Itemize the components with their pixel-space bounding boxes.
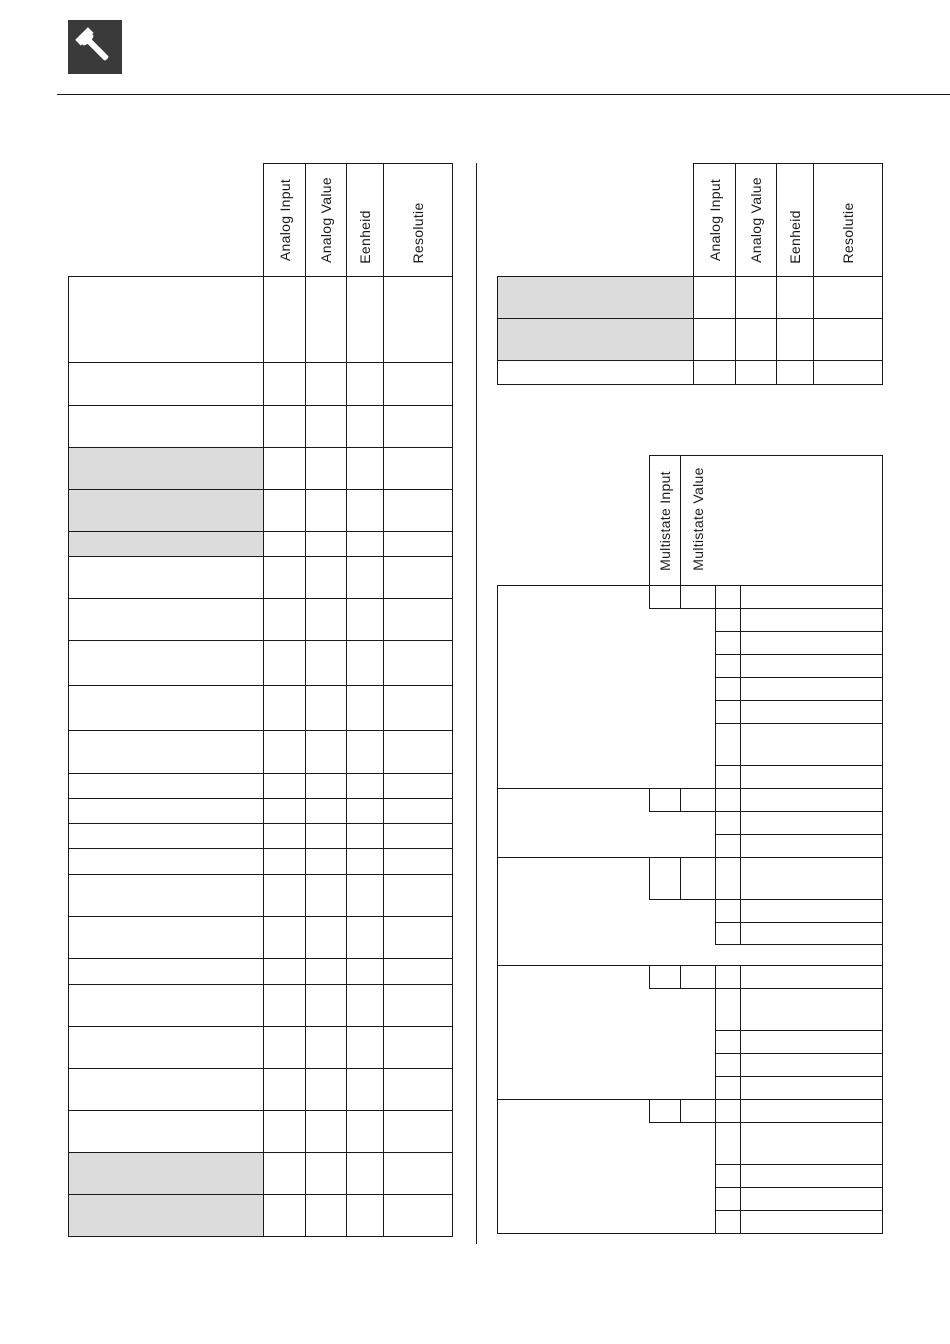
header-rule xyxy=(57,94,950,95)
table-column-rule xyxy=(680,965,681,989)
table-row-rule xyxy=(68,489,453,490)
column-header-analog-input: Analog Input xyxy=(707,178,723,262)
table-column-rule xyxy=(649,455,650,586)
sub-row-rule xyxy=(715,1210,883,1211)
sub-row-rule xyxy=(715,765,883,766)
table-column-rule xyxy=(735,163,736,385)
table-row-rule xyxy=(68,1194,453,1195)
table-row-rule xyxy=(68,823,453,824)
shaded-cell xyxy=(69,532,263,556)
table-column-rule xyxy=(263,163,264,1237)
sub-row-rule xyxy=(715,677,883,678)
table-row-rule xyxy=(68,798,453,799)
table-top-rule xyxy=(263,163,453,164)
sub-row-rule xyxy=(715,631,883,632)
table-row-rule xyxy=(68,848,453,849)
table-column-rule xyxy=(715,788,716,858)
table-column-rule xyxy=(346,163,347,1237)
table-row-rule xyxy=(68,405,453,406)
group-rule xyxy=(497,857,883,858)
sub-row-rule xyxy=(715,1030,883,1031)
sub-row-rule xyxy=(715,700,883,701)
wrench-icon xyxy=(68,20,122,74)
table-column-rule xyxy=(649,965,650,989)
table-row-rule xyxy=(649,899,716,900)
sub-row-rule xyxy=(715,1164,883,1165)
table-column-rule xyxy=(452,163,453,1237)
table-column-rule xyxy=(740,585,741,789)
table-column-rule xyxy=(680,857,681,900)
table-row-rule xyxy=(497,360,883,361)
table-column-rule xyxy=(740,788,741,858)
table-column-rule xyxy=(882,455,883,1234)
table-column-rule xyxy=(649,585,650,609)
column-header-resolutie: Resolutie xyxy=(840,202,856,264)
table-row-rule xyxy=(68,276,453,277)
table-row-rule xyxy=(68,447,453,448)
column-divider xyxy=(476,163,477,1244)
sub-row-rule xyxy=(715,654,883,655)
shaded-cell xyxy=(498,277,693,318)
table-column-rule xyxy=(740,857,741,945)
table-top-rule xyxy=(649,455,883,456)
column-header-analog-value: Analog Value xyxy=(748,177,764,263)
table-row-rule xyxy=(497,384,883,385)
table-column-rule xyxy=(740,1099,741,1234)
sub-row-rule xyxy=(715,1076,883,1077)
shaded-cell xyxy=(69,490,263,531)
column-header-multistate-input: Multistate Input xyxy=(657,471,673,571)
table-column-rule xyxy=(680,455,681,586)
table-row-rule xyxy=(68,984,453,985)
table-row-rule xyxy=(68,640,453,641)
table-column-rule xyxy=(497,585,498,1234)
table-column-rule xyxy=(680,585,681,609)
sub-row-rule xyxy=(715,899,883,900)
table-row-rule xyxy=(497,318,883,319)
table-column-rule xyxy=(68,276,69,1237)
table-row-rule xyxy=(649,1122,716,1123)
table-column-rule xyxy=(305,163,306,1237)
table-row-rule xyxy=(68,1068,453,1069)
table-column-rule xyxy=(813,163,814,385)
group-rule xyxy=(497,788,883,789)
table-column-rule xyxy=(715,585,716,789)
table-column-rule xyxy=(497,276,498,385)
sub-row-rule xyxy=(715,922,883,923)
table-column-rule xyxy=(715,857,716,945)
column-header-multistate-value: Multistate Value xyxy=(690,467,706,571)
sub-row-rule xyxy=(715,834,883,835)
group-rule xyxy=(497,965,883,966)
column-header-analog-value: Analog Value xyxy=(318,177,334,263)
sub-row-rule xyxy=(715,1122,883,1123)
group-rule xyxy=(497,585,883,586)
sub-row-rule xyxy=(715,1053,883,1054)
table-row-rule xyxy=(68,598,453,599)
table-column-rule xyxy=(693,163,694,385)
table-column-rule xyxy=(776,163,777,385)
column-header-analog-input: Analog Input xyxy=(277,178,293,262)
table-row-rule xyxy=(68,531,453,532)
table-row-rule xyxy=(68,362,453,363)
table-column-rule xyxy=(383,163,384,1237)
table-row-rule xyxy=(68,685,453,686)
sub-row-rule xyxy=(715,1187,883,1188)
table-row-rule xyxy=(68,916,453,917)
table-column-rule xyxy=(680,1099,681,1123)
shaded-cell xyxy=(69,1195,263,1236)
table-row-rule xyxy=(68,730,453,731)
table-column-rule xyxy=(680,788,681,812)
table-row-rule xyxy=(68,556,453,557)
table-row-rule xyxy=(68,1110,453,1111)
shaded-cell xyxy=(69,448,263,489)
table-row-rule xyxy=(649,608,716,609)
sub-row-rule xyxy=(715,811,883,812)
sub-row-rule xyxy=(715,608,883,609)
table-row-rule xyxy=(497,276,883,277)
table-row-rule xyxy=(68,874,453,875)
table-row-rule xyxy=(649,988,716,989)
table-column-rule xyxy=(740,965,741,1100)
table-row-rule xyxy=(68,773,453,774)
table-column-rule xyxy=(649,857,650,900)
table-column-rule xyxy=(715,1099,716,1234)
table-row-rule xyxy=(68,1026,453,1027)
table-column-rule xyxy=(715,965,716,1100)
table-top-rule xyxy=(693,163,883,164)
column-header-resolutie: Resolutie xyxy=(410,202,426,264)
column-header-eenheid: Eenheid xyxy=(787,210,803,264)
sub-row-rule xyxy=(715,1233,883,1234)
shaded-cell xyxy=(69,1153,263,1194)
table-row-rule xyxy=(68,1152,453,1153)
table-row-rule xyxy=(68,1236,453,1237)
table-column-rule xyxy=(882,163,883,385)
sub-row-rule xyxy=(715,723,883,724)
table-row-rule xyxy=(68,958,453,959)
tool-logo xyxy=(68,20,122,74)
sub-row-rule xyxy=(715,988,883,989)
shaded-cell xyxy=(498,319,693,360)
sub-row-rule xyxy=(715,944,883,945)
table-row-rule xyxy=(649,811,716,812)
table-column-rule xyxy=(649,788,650,812)
column-header-eenheid: Eenheid xyxy=(357,210,373,264)
table-column-rule xyxy=(649,1099,650,1123)
group-rule xyxy=(497,1099,883,1100)
